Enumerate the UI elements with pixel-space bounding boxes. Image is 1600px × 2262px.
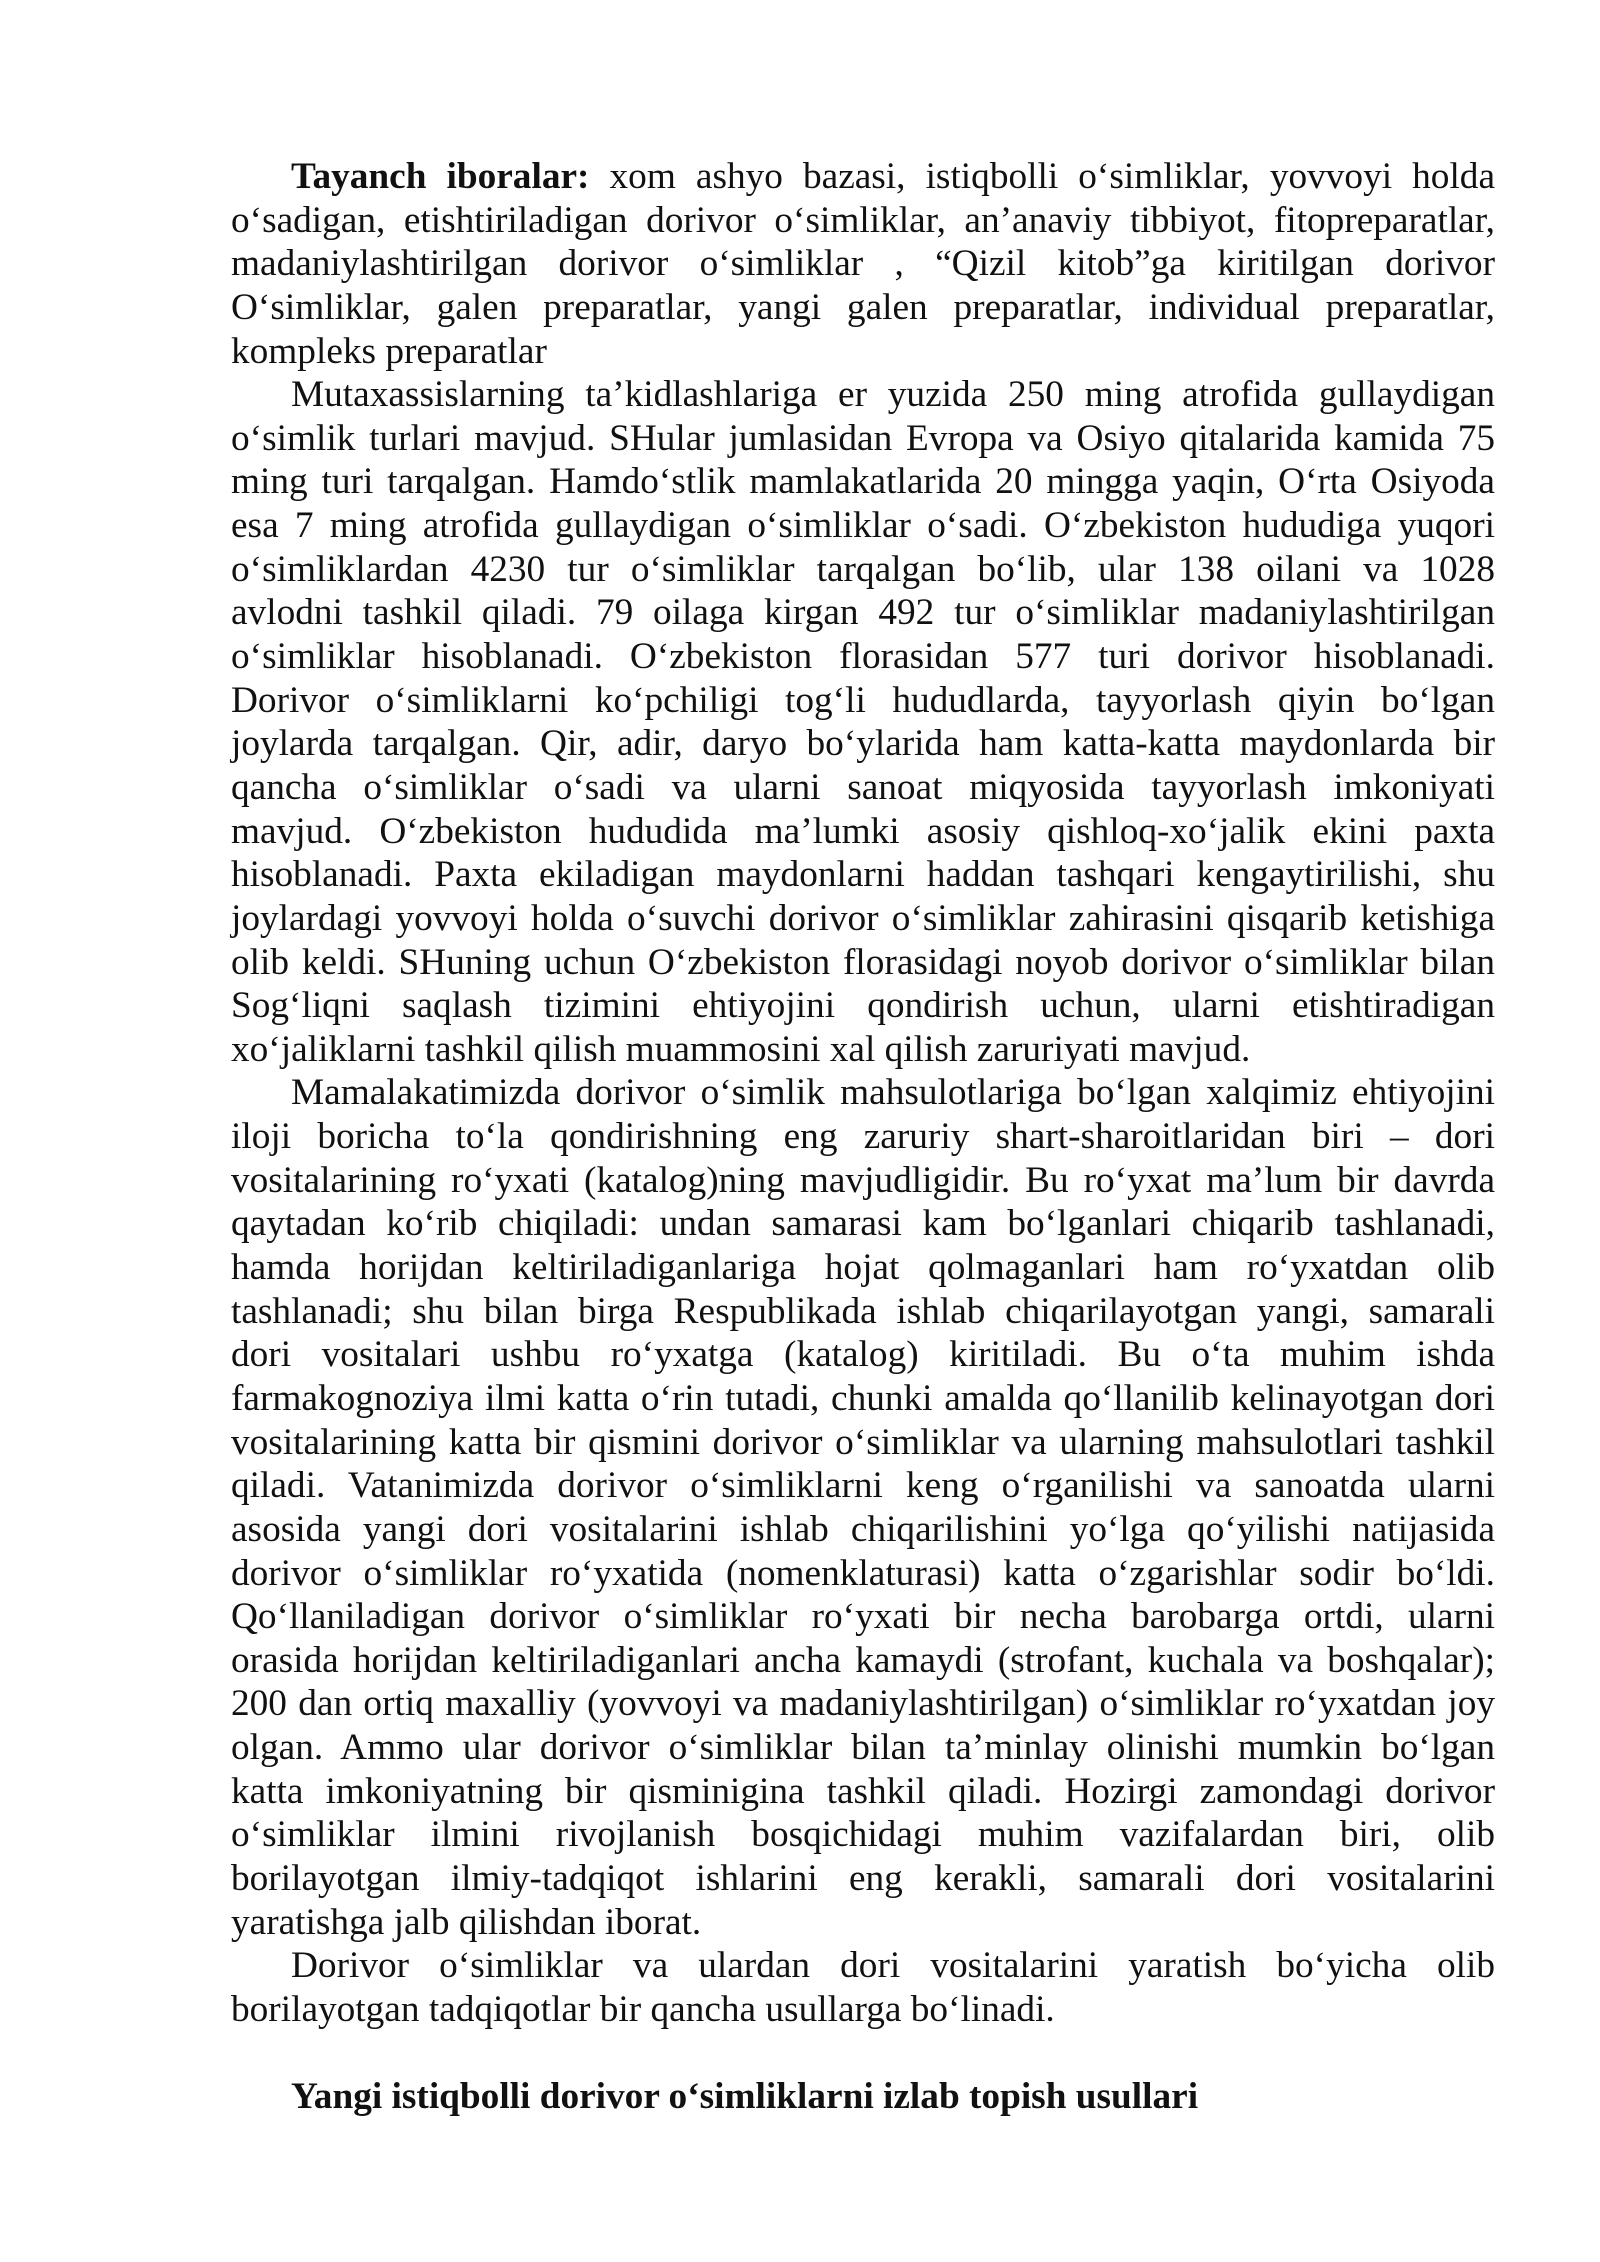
text-line: joylardagi yovvoyi holda o‘suvchi dorivor o‘simliklar zahirasini qisqarib ketishiga — [231, 897, 1495, 939]
text-line: vositalarining katta bir qismini dorivor o‘simliklar va ularning mahsulotlari tashkil — [231, 1421, 1495, 1463]
text-line: dori vositalari ushbu ro‘yxatga (katalog) kiritiladi. Bu o‘ta muhim ishda — [231, 1334, 1495, 1376]
paragraph-research-methods — [231, 1944, 1495, 2031]
paragraph-catalog — [231, 1071, 1495, 1944]
text-line: o‘simliklar ilmini rivojlanish bosqichidagi muhim vazifalardan biri, olib — [231, 1814, 1495, 1856]
text-line: avlodni tashkil qiladi. 79 oilaga kirgan 492 tur o‘simliklar madaniylashtirilgan — [231, 592, 1495, 634]
text-line: asosida yangi dori vositalarini ishlab chiqarilishini yo‘lga qo‘yilishi natijasida — [231, 1508, 1495, 1550]
text-line: Sog‘liqni saqlash tizimini ehtiyojini qondirish uchun, ularni etishtiradigan — [231, 985, 1495, 1027]
text-line: ming turi tarqalgan. Hamdo‘stlik mamlakatlarida 20 mingga yaqin, O‘rta Osiyoda — [231, 461, 1495, 503]
text-line: 200 dan ortiq maxalliy (yovvoyi va madaniylashtirilgan) o‘simliklar ro‘yxatdan joy — [231, 1683, 1495, 1725]
text-line: katta imkoniyatning bir qisminigina tashkil qiladi. Hozirgi zamondagi dorivor — [231, 1770, 1495, 1812]
text-line: Mutaxassislarning ta’kidlashlariga er yuzida 250 ming atrofida gullaydigan — [291, 374, 1495, 416]
document-page — [231, 155, 1495, 2119]
text-line: kompleks preparatlar — [231, 330, 547, 372]
text-line: Mamalakatimizda dorivor o‘simlik mahsulotlariga bo‘lgan xalqimiz ehtiyojini — [291, 1072, 1495, 1114]
text-line: olgan. Ammo ular dorivor o‘simliklar bilan ta’minlay olinishi mumkin bo‘lgan — [231, 1727, 1495, 1769]
text-line: dorivor o‘simliklar ro‘yxatida (nomenklaturasi) katta o‘zgarishlar sodir bo‘ldi. — [231, 1552, 1495, 1594]
text-line: hamda horijdan keltiriladiganlariga hojat qolmaganlari ham ro‘yxatdan olib — [231, 1247, 1495, 1289]
text-line: orasida horijdan keltiriladiganlari ancha kamaydi (strofant, kuchala va boshqalar); — [231, 1639, 1495, 1681]
text-line: esa 7 ming atrofida gullaydigan o‘simliklar o‘sadi. O‘zbekiston hududiga yuqori — [231, 505, 1495, 547]
text-line: O‘simliklar, galen preparatlar, yangi galen preparatlar, individual preparatlar, — [231, 286, 1495, 328]
text-line: borilayotgan ilmiy-tadqiqot ishlarini eng kerakli, samarali dori vositalarini — [231, 1857, 1495, 1899]
text-line: o‘simliklardan 4230 tur o‘simliklar tarqalgan bo‘lib, ular 138 oilani va 1028 — [231, 548, 1495, 590]
text-line: hisoblanadi. Paxta ekiladigan maydonlarni haddan tashqari kengaytirilishi, shu — [231, 854, 1495, 896]
paragraph-keywords — [231, 155, 1495, 373]
text-line: madaniylashtirilgan dorivor o‘simliklar , “Qizil kitob”ga kiritilgan dorivor — [231, 243, 1495, 285]
text-line: xo‘jaliklarni tashkil qilish muammosini xal qilish zaruriyati mavjud. — [231, 1028, 1251, 1070]
text-line: qiladi. Vatanimizda dorivor o‘simliklarni keng o‘rganilishi va sanoatda ularni — [231, 1465, 1495, 1507]
paragraph-flora-overview — [231, 373, 1495, 1071]
keywords-label: Tayanch iboralar: — [291, 156, 590, 197]
section-heading: Yangi istiqbolli dorivor o‘simliklarni izlab topish usullari — [291, 2076, 1199, 2118]
text-line: vositalarining ro‘yxati (katalog)ning mavjudligidir. Bu ro‘yxat ma’lum bir davrda — [231, 1159, 1495, 1201]
text-line: farmakognoziya ilmi katta o‘rin tutadi, chunki amalda qo‘llanilib kelinayotgan dori — [231, 1377, 1495, 1419]
text-line: qancha o‘simliklar o‘sadi va ularni sanoat miqyosida tayyorlash imkoniyati — [231, 766, 1495, 808]
text-line — [231, 155, 1495, 199]
text-line: olib keldi. SHuning uchun O‘zbekiston florasidagi noyob dorivor o‘simliklar bilan — [231, 941, 1495, 983]
text-line: yaratishga jalb qilishdan iborat. — [231, 1901, 702, 1943]
text-line: tashlanadi; shu bilan birga Respublikada ishlab chiqarilayotgan yangi, samarali — [231, 1290, 1495, 1332]
text-line: borilayotgan tadqiqotlar bir qancha usullarga bo‘linadi. — [231, 1988, 1055, 2030]
text-line-content: xom ashyo bazasi, istiqbolli o‘simliklar, yovvoyi holda — [609, 156, 1496, 197]
text-line: o‘sadigan, etishtiriladigan dorivor o‘simliklar, an’anaviy tibbiyot, fitopreparatlar, — [231, 199, 1495, 241]
text-line: qaytadan ko‘rib chiqiladi: undan samarasi kam bo‘lganlari chiqarib tashlanadi, — [231, 1203, 1495, 1245]
text-line: Dorivor o‘simliklar va ulardan dori vositalarini yaratish bo‘yicha olib — [291, 1945, 1495, 1987]
text-line: Dorivor o‘simliklarni ko‘pchiligi tog‘li hududlarda, tayyorlash qiyin bo‘lgan — [231, 679, 1495, 721]
text-line: Qo‘llaniladigan dorivor o‘simliklar ro‘yxati bir necha barobarga ortdi, ularni — [231, 1596, 1495, 1638]
text-line: o‘simliklar hisoblanadi. O‘zbekiston florasidan 577 turi dorivor hisoblanadi. — [231, 636, 1495, 678]
text-line: o‘simlik turlari mavjud. SHular jumlasidan Evropa va Osiyo qitalarida kamida 75 — [231, 417, 1495, 459]
text-line: mavjud. O‘zbekiston hududida ma’lumki asosiy qishloq-xo‘jalik ekini paxta — [231, 810, 1495, 852]
text-line: iloji boricha to‘la qondirishning eng zaruriy shart-sharoitlaridan biri – dori — [231, 1116, 1495, 1158]
text-line: joylarda tarqalgan. Qir, adir, daryo bo‘ylarida ham katta-katta maydonlarda bir — [231, 723, 1495, 765]
